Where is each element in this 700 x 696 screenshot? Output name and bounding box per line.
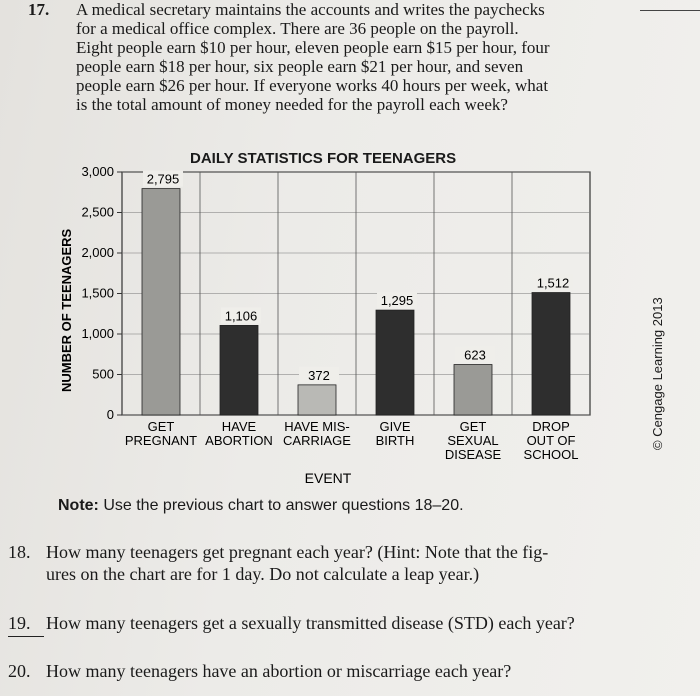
category-label: SEXUAL xyxy=(447,433,499,448)
problem-17-line: Eight people earn $10 per hour, eleven people earn $15 per hour, four xyxy=(76,38,550,57)
problem-17-line: for a medical office complex. There are 36 people on the payroll. xyxy=(76,19,519,38)
category-label: GIVE xyxy=(379,419,411,434)
bar-value-label: 623 xyxy=(464,347,486,363)
question-20-number: 20. xyxy=(8,661,31,681)
category-label: DROP xyxy=(532,419,570,434)
category-label: SCHOOL xyxy=(523,447,579,462)
y-axis-label: NUMBER OF TEENAGERS xyxy=(60,228,74,392)
category-label: GET xyxy=(459,419,487,434)
bar-value-label: 1,106 xyxy=(224,308,258,324)
bar xyxy=(298,385,336,415)
y-tick-label: 500 xyxy=(92,366,114,382)
category-label: HAVE MIS- xyxy=(284,419,350,434)
question-18-line2: ures on the chart are for 1 day. Do not calculate a leap year.) xyxy=(46,564,480,584)
problem-17-line: A medical secretary maintains the accounts and writes the paychecks xyxy=(76,0,545,19)
x-axis-label: EVENT xyxy=(304,470,352,486)
category-label: ABORTION xyxy=(205,433,273,448)
problem-17-line: is the total amount of money needed for the payroll each week? xyxy=(76,95,508,114)
note-label: Note: xyxy=(58,497,99,514)
y-tick-label: 1,000 xyxy=(81,326,114,341)
bar-value-label: 1,295 xyxy=(380,293,414,309)
teen-statistics-chart xyxy=(60,150,665,495)
question-18-number: 18. xyxy=(8,542,31,562)
y-tick-label: 1,500 xyxy=(81,285,114,301)
bar xyxy=(142,189,180,415)
y-tick-label: 2,500 xyxy=(81,204,114,220)
category-label: DISEASE xyxy=(444,447,502,462)
chart-title: DAILY STATISTICS FOR TEENAGERS xyxy=(190,150,457,167)
question-18 xyxy=(8,541,688,585)
category-label: GET xyxy=(147,419,175,434)
problem-17 xyxy=(28,0,668,114)
y-tick-label: 0 xyxy=(106,407,114,422)
problem-17-line: people earn $18 per hour, six people earn $21 per hour, and seven xyxy=(76,57,524,76)
question-18-line1: How many teenagers get pregnant each year? (Hint: Note that the fig- xyxy=(46,542,549,562)
question-19-text: How many teenagers get a sexually transmitted disease (STD) each year? xyxy=(46,613,575,633)
grid-layer xyxy=(117,172,590,415)
question-20 xyxy=(8,660,688,682)
bar xyxy=(454,365,492,415)
category-label: HAVE xyxy=(221,419,257,434)
copyright-credit: © Cengage Learning 2013 xyxy=(650,297,665,450)
question-20-text: How many teenagers have an abortion or miscarriage each year? xyxy=(46,661,512,681)
problem-17-line: people earn $26 per hour. If everyone works 40 hours per week, what xyxy=(76,76,549,95)
problem-17-number: 17. xyxy=(28,0,50,19)
bar xyxy=(532,293,570,415)
question-19-underline xyxy=(8,636,44,637)
note-text: Use the previous chart to answer questions 18–20. xyxy=(98,497,464,514)
bar-value-label: 372 xyxy=(308,367,330,383)
bar-value-label: 2,795 xyxy=(146,171,180,187)
question-19-number: 19. xyxy=(8,613,31,633)
bar xyxy=(376,310,414,415)
category-label: CARRIAGE xyxy=(283,433,351,448)
note xyxy=(58,497,464,515)
y-tick-label: 3,000 xyxy=(81,164,114,179)
y-tick-label: 2,000 xyxy=(81,245,114,260)
category-label: OUT OF xyxy=(526,433,576,448)
chart-svg xyxy=(60,150,620,495)
category-label: PREGNANT xyxy=(124,433,198,448)
category-label: BIRTH xyxy=(375,433,415,448)
bar xyxy=(220,325,258,415)
question-19 xyxy=(8,612,688,634)
bar-value-label: 1,512 xyxy=(536,275,570,291)
